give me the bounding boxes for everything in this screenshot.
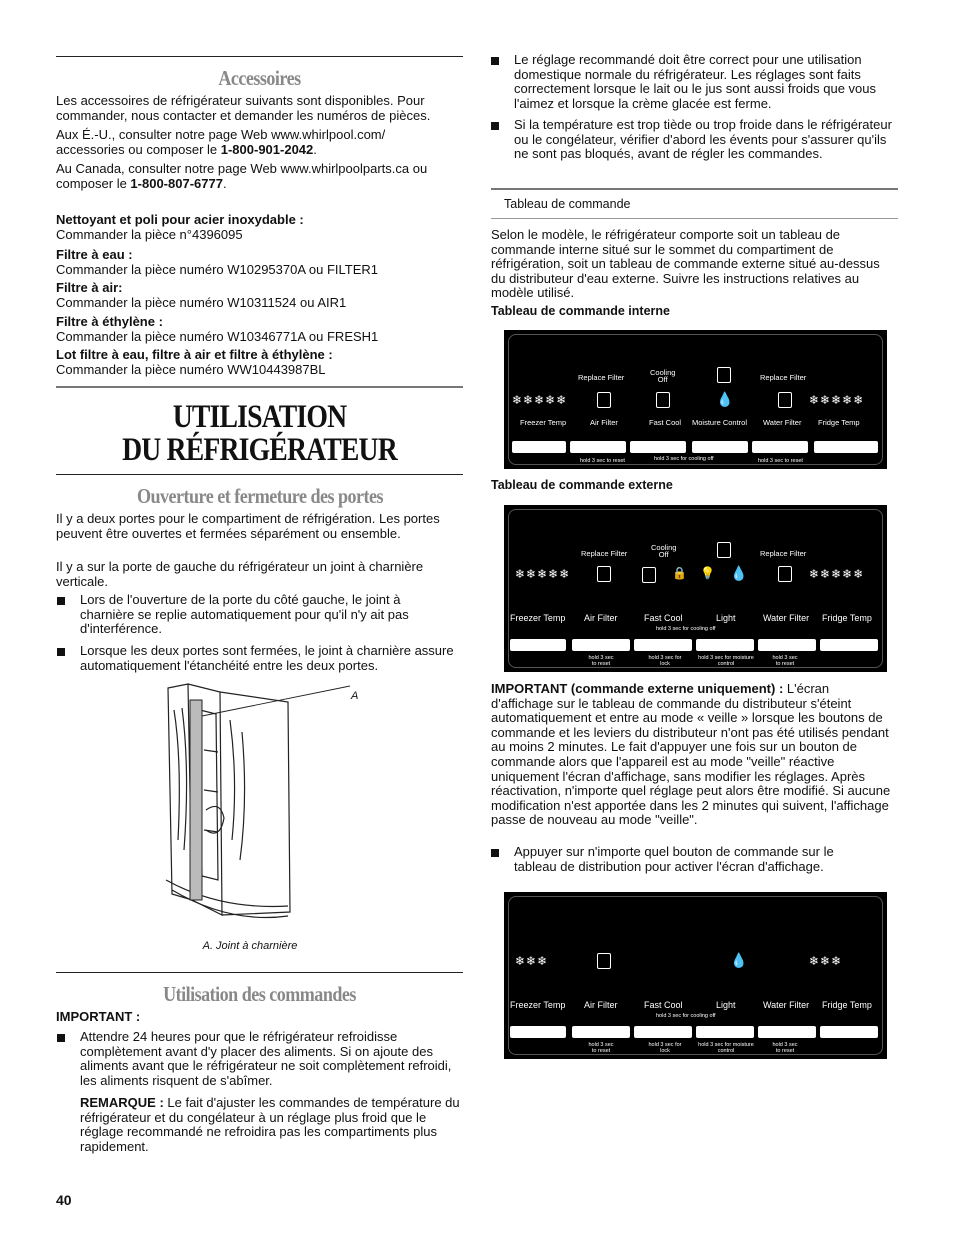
fridge-temp-label: Fridge Temp bbox=[818, 418, 860, 427]
light-bulb-icon: 💡 bbox=[700, 566, 716, 580]
air-filter-icon bbox=[597, 392, 611, 408]
bullet bbox=[491, 122, 499, 130]
hold-reset-label: hold 3 sec to reset bbox=[772, 1042, 798, 1054]
hold-lock-label: hold 3 sec for lock bbox=[648, 655, 682, 667]
hold-reset-label: hold 3 sec to reset bbox=[588, 655, 614, 667]
snowflake-icon: ❄❄❄ bbox=[515, 954, 549, 968]
portes-bullet-2: Lorsque les deux portes sont fermées, le joint à charnière assure automatiquement l'étanchéité entre les deux portes. bbox=[80, 643, 454, 673]
important-externe: IMPORTANT (commande externe uniquement) : L'écran d'affichage sur le tableau de commande du distributeur s'éteint automatiquement et entre au mode « veille » lorsque les boutons de commande et les leviers du distributeur n'ont pas été utilisés pendant au moins 2 minutes. Le fait d'appuyer une fois sur un bouton de commande alors que l'appareil est au mode "veille" réactive uniquement l'écran d'affichage, sans modifier les réglages. Après réactivation, n'importe quel réglage peut alors être modifié. Si aucune modification n'est apportée dans les 2 minutes qui suivent, l'affichage passe de nouveau au mode "veille". bbox=[491, 681, 891, 828]
right-bullet-1: Le réglage recommandé doit être correct pour une utilisation domestique normale du réfrigérateur. Les réglages sont faits correctement lorsque le lait ou le jus sont aussi froids que vous l'aimez et lorsque la crème glacée est ferme. bbox=[514, 52, 877, 111]
bullet bbox=[491, 849, 499, 857]
light-button[interactable] bbox=[696, 639, 754, 651]
freezer-temp-label: Freezer Temp bbox=[520, 418, 567, 427]
replace-filter-label: Replace Filter bbox=[581, 549, 628, 558]
bullet bbox=[57, 648, 65, 656]
interne-heading: Tableau de commande interne bbox=[491, 304, 670, 318]
accessory-item: Filtre à air: Commander la pièce numéro W10311524 ou AIR1 bbox=[56, 280, 347, 310]
external-control-panel-standby bbox=[504, 892, 887, 1059]
accessory-item: Lot filtre à eau, filtre à air et filtre à éthylène : Commander la pièce numéro WW10443987BL bbox=[56, 347, 333, 377]
fridge-temp-button[interactable] bbox=[820, 639, 878, 651]
fast-cool-label: Fast Cool bbox=[644, 613, 683, 623]
fridge-temp-button[interactable] bbox=[814, 441, 878, 453]
title-rule bbox=[56, 386, 463, 388]
fast-cool-icon bbox=[656, 392, 670, 408]
accessory-item: Filtre à éthylène : Commander la pièce numéro W10346771A ou FRESH1 bbox=[56, 314, 379, 344]
cooling-off-label: Cooling Off bbox=[651, 543, 677, 559]
water-filter-button[interactable] bbox=[758, 639, 816, 651]
water-filter-icon bbox=[778, 392, 792, 408]
section-title-commandes: Utilisation des commandes bbox=[163, 982, 356, 1006]
water-filter-label: Water Filter bbox=[763, 418, 802, 427]
fridge-temp-label: Fridge Temp bbox=[822, 1000, 872, 1010]
accessory-item: Nettoyant et poli pour acier inoxydable : Commander la pièce n°4396095 bbox=[56, 212, 304, 242]
sub-rule bbox=[491, 218, 898, 219]
moisture-control-label: Moisture Control bbox=[692, 418, 748, 427]
commandes-important: IMPORTANT : bbox=[56, 1009, 141, 1024]
fast-cool-label: Fast Cool bbox=[644, 1000, 683, 1010]
hold-moisture-label: hold 3 sec for moisture control bbox=[698, 655, 754, 667]
figure-caption: A. Joint à charnière bbox=[202, 940, 298, 952]
hold-reset-label: hold 3 sec to reset bbox=[580, 458, 625, 464]
externe-heading: Tableau de commande externe bbox=[491, 478, 673, 492]
light-label: Light bbox=[716, 613, 736, 623]
hold-cooling-label: hold 3 sec for cooling off bbox=[656, 1013, 716, 1019]
water-filter-button[interactable] bbox=[758, 1026, 816, 1038]
figure-label-a: A bbox=[351, 690, 359, 702]
section-title-accessoires: Accessoires bbox=[218, 66, 301, 90]
air-filter-icon bbox=[597, 953, 611, 969]
filter-indicator-icon bbox=[717, 367, 731, 383]
section-title-portes: Ouverture et fermeture des portes bbox=[136, 484, 384, 508]
air-filter-label: Air Filter bbox=[584, 1000, 618, 1010]
freezer-temp-button[interactable] bbox=[510, 639, 566, 651]
snowflake-icon: ❄❄❄❄❄ bbox=[809, 567, 865, 581]
hold-cooling-label: hold 3 sec for cooling off bbox=[654, 456, 714, 462]
external-control-panel bbox=[504, 505, 887, 672]
lock-icon: 🔒 bbox=[672, 566, 688, 580]
accessoires-intro: Les accessoires de réfrigérateur suivants sont disponibles. Pour commander, nous contacter et demander les numéros de pièces. bbox=[56, 93, 431, 123]
water-filter-label: Water Filter bbox=[763, 1000, 810, 1010]
air-filter-label: Air Filter bbox=[584, 613, 618, 623]
fast-cool-label: Fast Cool bbox=[649, 418, 682, 427]
fast-cool-icon bbox=[642, 567, 656, 583]
fast-cool-button[interactable] bbox=[630, 441, 686, 453]
light-label: Light bbox=[716, 1000, 736, 1010]
fast-cool-button[interactable] bbox=[634, 1026, 692, 1038]
internal-control-panel bbox=[504, 330, 887, 469]
portes-p2: Il y a sur la porte de gauche du réfrigérateur un joint à charnière verticale. bbox=[56, 559, 424, 589]
water-drop-icon: 💧 bbox=[730, 565, 749, 581]
freezer-temp-label: Freezer Temp bbox=[510, 613, 566, 623]
snowflake-icon: ❄❄❄❄❄ bbox=[512, 393, 568, 407]
snowflake-icon: ❄❄❄ bbox=[809, 954, 843, 968]
commandes-bullet-1: Attendre 24 heures pour que le réfrigérateur refroidisse complètement avant d'y placer des aliments. Si on ajoute des aliments avant que le réfrigérateur ne soit complètement refroidi, les aliments risquent de s'abîmer. bbox=[80, 1029, 452, 1088]
top-rule bbox=[56, 56, 463, 57]
page-number: 40 bbox=[56, 1192, 72, 1208]
tableau-heading: Tableau de commande bbox=[504, 197, 631, 211]
sub-rule bbox=[491, 188, 898, 190]
air-filter-button[interactable] bbox=[572, 1026, 630, 1038]
bullet bbox=[57, 1034, 65, 1042]
hold-reset-label: hold 3 sec to reset bbox=[758, 458, 803, 464]
freezer-temp-button[interactable] bbox=[510, 1026, 566, 1038]
bullet bbox=[491, 57, 499, 65]
replace-filter-label: Replace Filter bbox=[760, 549, 807, 558]
refrigerator-door-gasket-illustration bbox=[160, 680, 370, 925]
bullet bbox=[57, 597, 65, 605]
water-filter-icon bbox=[778, 566, 792, 582]
filter-indicator-icon bbox=[717, 542, 731, 558]
snowflake-icon: ❄❄❄❄❄ bbox=[809, 393, 865, 407]
hold-reset-label: hold 3 sec to reset bbox=[772, 655, 798, 667]
fridge-temp-label: Fridge Temp bbox=[822, 613, 872, 623]
moisture-control-button[interactable] bbox=[692, 441, 748, 453]
tableau-intro: Selon le modèle, le réfrigérateur comporte soit un tableau de commande interne situé sur le sommet du compartiment de réfrigération, soit un tableau de commande externe situé au-dessus du distributeur d'eau externe. Suivre les instructions relatives au modèle utilisé. bbox=[491, 227, 880, 301]
replace-filter-label: Replace Filter bbox=[760, 373, 807, 382]
right-bullet-2: Si la température est trop tiède ou trop froide dans le réfrigérateur ou le congélateur, vérifier d'abord les évents pour s'assurer qu'ils ne sont pas bloqués, avant de régler les commandes. bbox=[514, 117, 892, 162]
air-filter-button[interactable] bbox=[572, 639, 630, 651]
replace-filter-label: Replace Filter bbox=[578, 373, 625, 382]
cooling-off-label: Cooling Off bbox=[650, 368, 676, 384]
air-filter-label: Air Filter bbox=[590, 418, 618, 427]
hold-moisture-label: hold 3 sec for moisture control bbox=[698, 1042, 754, 1054]
snowflake-icon: ❄❄❄❄❄ bbox=[515, 567, 571, 581]
accessoires-canada: Au Canada, consulter notre page Web www.whirlpoolparts.ca ou composer le 1-800-807-6777. bbox=[56, 161, 428, 191]
water-drop-icon: 💧 bbox=[716, 391, 735, 407]
freezer-temp-label: Freezer Temp bbox=[510, 1000, 566, 1010]
hold-lock-label: hold 3 sec for lock bbox=[648, 1042, 682, 1054]
air-filter-button[interactable] bbox=[570, 441, 626, 453]
air-filter-icon bbox=[597, 566, 611, 582]
water-drop-icon: 💧 bbox=[730, 952, 749, 968]
hold-cooling-label: hold 3 sec for cooling off bbox=[656, 626, 716, 632]
freezer-temp-button[interactable] bbox=[512, 441, 566, 453]
water-filter-label: Water Filter bbox=[763, 613, 810, 623]
section-rule bbox=[56, 972, 463, 973]
commandes-remarque: REMARQUE : Le fait d'ajuster les commandes de température du réfrigérateur et du congélateur à un réglage plus froid que le réglage recommandé ne refroidira pas les compartiments plus rapidement. bbox=[80, 1095, 460, 1154]
fridge-temp-button[interactable] bbox=[820, 1026, 878, 1038]
fast-cool-button[interactable] bbox=[634, 639, 692, 651]
water-filter-button[interactable] bbox=[752, 441, 808, 453]
portes-p1: Il y a deux portes pour le compartiment de réfrigération. Les portes peuvent être ouvertes et fermées séparément ou ensemble. bbox=[56, 511, 440, 541]
main-title: UTILISATION DU RÉFRIGÉRATEUR bbox=[122, 399, 397, 468]
light-button[interactable] bbox=[696, 1026, 754, 1038]
right-bullet-3: Appuyer sur n'importe quel bouton de commande sur le tableau de distribution pour activer l'écran d'affichage. bbox=[514, 844, 834, 874]
portes-bullet-1: Lors de l'ouverture de la porte du côté gauche, le joint à charnière se replie automatiquement pour qu'il n'y ait pas d'interférence. bbox=[80, 592, 409, 637]
hold-reset-label: hold 3 sec to reset bbox=[588, 1042, 614, 1054]
accessoires-us: Aux É.-U., consulter notre page Web www.whirlpool.com/ accessories ou composer le 1-800-901-2042. bbox=[56, 127, 386, 157]
section-rule bbox=[56, 474, 463, 475]
accessory-item: Filtre à eau : Commander la pièce numéro W10295370A ou FILTER1 bbox=[56, 247, 379, 277]
